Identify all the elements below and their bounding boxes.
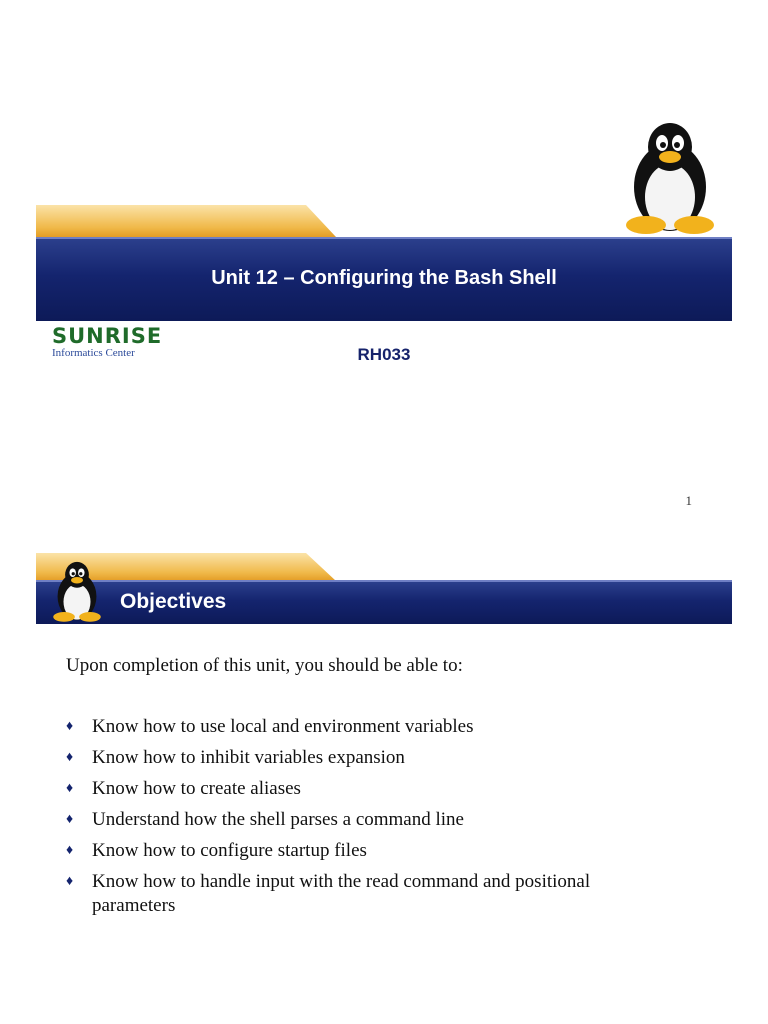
objective-text: Know how to configure startup files bbox=[92, 840, 367, 861]
logo-subtitle: Informatics Center bbox=[52, 347, 135, 359]
diamond-bullet-icon: ♦ bbox=[66, 843, 74, 858]
tux-penguin-small-icon bbox=[50, 557, 104, 625]
list-item bbox=[66, 715, 676, 739]
title-banner bbox=[36, 237, 732, 321]
objectives-heading: Objectives bbox=[120, 590, 227, 613]
gold-tab-decoration bbox=[36, 205, 336, 237]
objectives-slide bbox=[36, 553, 732, 953]
list-item bbox=[66, 839, 676, 863]
diamond-bullet-icon: ♦ bbox=[66, 812, 74, 827]
objective-text: Know how to inhibit variables expansion bbox=[92, 747, 405, 768]
objectives-list bbox=[66, 715, 676, 925]
objective-text: Understand how the shell parses a command line bbox=[92, 809, 464, 830]
objective-text: Know how to handle input with the read command and positional parameters bbox=[92, 871, 591, 916]
list-item bbox=[66, 870, 676, 918]
course-code: RH033 bbox=[357, 345, 411, 364]
diamond-bullet-icon: ♦ bbox=[66, 719, 74, 734]
objective-text: Know how to use local and environment variables bbox=[92, 716, 474, 737]
diamond-bullet-icon: ♦ bbox=[66, 750, 74, 765]
intro-text: Upon completion of this unit, you should be able to: bbox=[66, 655, 463, 676]
objective-text: Know how to create aliases bbox=[92, 778, 301, 799]
diamond-bullet-icon: ♦ bbox=[66, 781, 74, 796]
page-number: 1 bbox=[685, 493, 692, 508]
slide-title: Unit 12 – Configuring the Bash Shell bbox=[211, 267, 557, 289]
objectives-banner bbox=[36, 580, 732, 624]
tux-penguin-icon bbox=[620, 117, 720, 237]
logo-wordmark: SUNRISE bbox=[52, 324, 163, 348]
title-slide bbox=[36, 205, 732, 525]
list-item bbox=[66, 777, 676, 801]
list-item bbox=[66, 746, 676, 770]
list-item bbox=[66, 808, 676, 832]
diamond-bullet-icon: ♦ bbox=[66, 874, 74, 889]
